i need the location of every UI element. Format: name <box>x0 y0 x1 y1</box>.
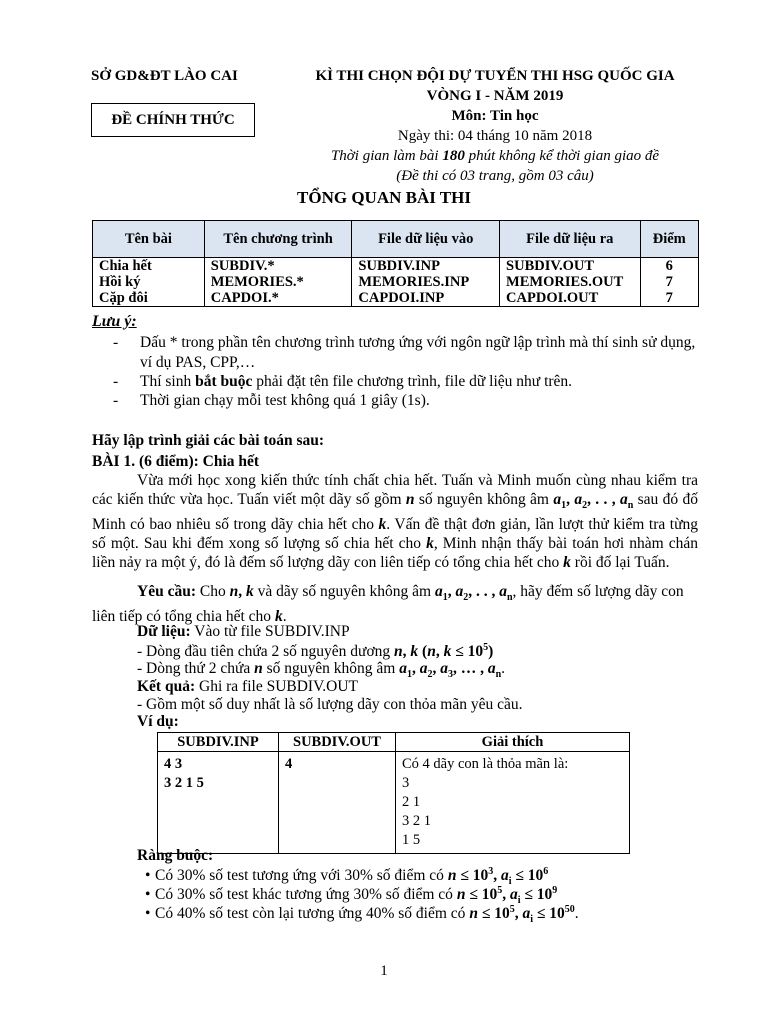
exam-header <box>280 66 710 186</box>
note-text: Thí sinh bắt buộc phải đặt tên file chương trình, file dữ liệu như trên. <box>140 373 573 390</box>
table-cell: MEMORIES.OUT <box>500 274 640 290</box>
bullet-icon: • <box>145 867 151 885</box>
example-header-row <box>158 733 630 752</box>
example-output-cell <box>279 752 396 854</box>
explanation-line: Có 4 dãy con là thỏa mãn là: <box>402 756 569 772</box>
overview-table <box>92 220 699 307</box>
table-cell: Chia hết <box>93 258 205 275</box>
exam-pages-note: (Đề thi có 03 trang, gồm 03 câu) <box>396 168 594 184</box>
table-cell: CAPDOI.* <box>204 290 352 307</box>
overview-header-row <box>93 221 699 258</box>
column-header: Giải thích <box>396 733 630 752</box>
input-line-1: - Dòng đầu tiên chứa 2 số nguyên dương n, k (n, $k \le 10^5$) <box>137 642 494 661</box>
input-line-2: - Dòng thứ 2 chứa n số nguyên không âm $a_1$, $a_2$, $a_3$, … , $a_n$. <box>137 660 506 681</box>
exam-duration-minutes: 180 <box>442 148 465 164</box>
column-header: File dữ liệu vào <box>352 221 500 258</box>
column-header: Tên chương trình <box>204 221 352 258</box>
table-cell: 7 <box>640 290 698 307</box>
explanation-line: 3 2 1 <box>402 813 431 829</box>
table-cell: 7 <box>640 274 698 290</box>
example-input-line: 4 3 <box>164 756 183 772</box>
constraint-item: • Có 30% số test khác tương ứng 30% số điểm có $n \le 10^5$, $a_i \le 10^9$ <box>145 885 558 907</box>
explanation-line: 1 5 <box>402 832 421 848</box>
page-number: 1 <box>380 963 388 979</box>
example-label: Ví dụ: <box>137 713 179 730</box>
column-header: SUBDIV.OUT <box>279 733 396 752</box>
exam-title: KÌ THI CHỌN ĐỘI DỰ TUYỂN THI HSG QUỐC GIA <box>315 68 675 84</box>
table-row <box>93 274 699 290</box>
table-cell: Hồi ký <box>93 274 205 290</box>
problem-statement: Vừa mới học xong kiến thức tính chất chia hết. Tuấn và Minh muốn cùng nhau kiểm tra các kiến thức vừa học. Tuấn viết một dãy số gồm n số nguyên không âm $a_1$, $a_2$, . . , $a_n$ sau đó đố Minh có bao nhiêu số trong dãy chia hết cho k. Vấn đề thật đơn giản, lần lượt thử kiểm tra từng số một. Sau khi đếm xong số lượng số chia hết cho k, Minh nhận thấy bài toán hơi nhàm chán liền nảy ra một ý, đó là đếm số lượng dãy con liên tiếp có tổng chia hết cho k rồi đố lại Tuấn. <box>92 472 699 572</box>
column-header: File dữ liệu ra <box>500 221 640 258</box>
table-row <box>93 258 699 275</box>
official-exam-label: ĐỀ CHÍNH THỨC <box>91 103 255 137</box>
department-name: SỞ GD&ĐT LÀO CAI <box>91 68 238 84</box>
note-text: Dấu * trong phần tên chương trình tương ứng với ngôn ngữ lập trình mà thí sinh sử dụng, ví dụ PAS, CPP,… <box>140 334 696 371</box>
table-cell: MEMORIES.INP <box>352 274 500 290</box>
constraints-label: Ràng buộc: <box>137 847 214 864</box>
explanation-line: 2 1 <box>402 794 421 810</box>
exam-round: VÒNG I - NĂM 2019 <box>426 88 564 104</box>
bullet-icon: • <box>145 886 151 904</box>
output-line: - Gồm một số duy nhất là số lượng dãy con thỏa mãn yêu cầu. <box>137 696 523 713</box>
bullet-icon: • <box>145 905 151 923</box>
note-item: - Dấu * trong phần tên chương trình tương ứng với ngôn ngữ lập trình mà thí sinh sử dụng, ví dụ PAS, CPP,… <box>113 333 698 373</box>
exam-date: Ngày thi: 04 tháng 10 năm 2018 <box>397 128 593 144</box>
column-header: Tên bài <box>93 221 205 258</box>
overview-title: TỔNG QUAN BÀI THI <box>297 188 471 207</box>
exam-subject: Môn: Tin học <box>451 108 539 124</box>
table-cell: SUBDIV.* <box>204 258 352 275</box>
table-row <box>93 290 699 307</box>
notes-title: Lưu ý: <box>92 313 137 330</box>
table-cell: SUBDIV.INP <box>352 258 500 275</box>
table-cell: 6 <box>640 258 698 275</box>
table-cell: SUBDIV.OUT <box>500 258 640 275</box>
instructions-heading: Hãy lập trình giải các bài toán sau: <box>92 432 325 449</box>
note-item: - Thí sinh bắt buộc phải đặt tên file chương trình, file dữ liệu như trên. <box>113 372 698 392</box>
example-input-cell <box>158 752 279 854</box>
table-cell: Cặp đôi <box>93 290 205 307</box>
output-spec: Kết quả: Ghi ra file SUBDIV.OUT <box>137 678 359 695</box>
problem-title: BÀI 1. (6 điểm): Chia hết <box>92 453 260 470</box>
example-explanation-cell <box>396 752 630 854</box>
table-cell: CAPDOI.INP <box>352 290 500 307</box>
explanation-line: 3 <box>402 775 410 791</box>
table-cell: MEMORIES.* <box>204 274 352 290</box>
constraint-item: • Có 40% số test còn lại tương ứng 40% số điểm có $n \le 10^5$, $a_i \le 10^{50}$. <box>145 904 579 926</box>
exam-duration: Thời gian làm bài 180 phút không kể thời gian giao đề <box>330 148 660 164</box>
constraint-item: • Có 30% số test tương ứng với 30% số điểm có $n \le 10^3$, $a_i \le 10^6$ <box>145 866 549 888</box>
problem-requirement: Yêu cầu: Cho n, k và dãy số nguyên không âm $a_1$, $a_2$, . . , $a_n$, hãy đếm số lượng dãy con liên tiếp có tổng chia hết cho k. <box>92 583 684 626</box>
column-header: Điểm <box>640 221 698 258</box>
example-table <box>157 732 630 854</box>
table-cell: CAPDOI.OUT <box>500 290 640 307</box>
input-spec: Dữ liệu: Vào từ file SUBDIV.INP <box>137 623 350 640</box>
example-input-line: 3 2 1 5 <box>164 775 204 791</box>
column-header: SUBDIV.INP <box>158 733 279 752</box>
example-output-line: 4 <box>285 756 293 772</box>
note-text: Thời gian chạy mỗi test không quá 1 giây (1s). <box>140 392 430 409</box>
table-row <box>158 752 630 854</box>
note-item: - Thời gian chạy mỗi test không quá 1 giây (1s). <box>113 391 698 411</box>
